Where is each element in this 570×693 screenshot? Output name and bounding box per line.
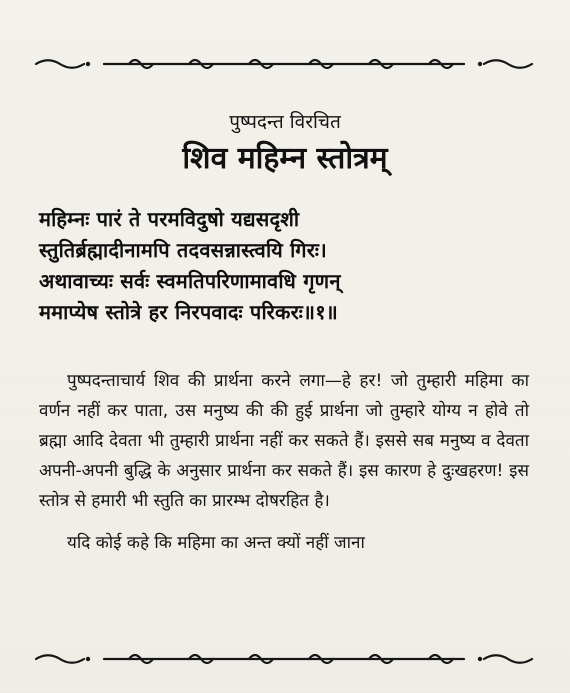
verse-line-2: स्तुतिर्ब्रह्मादीनामपि तदवसन्नास्त्वयि गिरः। (39, 238, 327, 262)
page-title: शिव महिम्न स्तोत्रम् (182, 141, 388, 176)
top-divider-icon (34, 52, 534, 76)
verse-line-1: महिम्नः पारं ते परमविदुषो यद्यसदृशी (39, 207, 300, 231)
bottom-decorative-divider (34, 647, 534, 671)
sanskrit-verse (39, 204, 529, 328)
paragraph-1: पुष्पदन्ताचार्य शिव की प्रार्थना करने लगा—हे हर! जो तुम्हारी महिमा का वर्णन नहीं कर पाता, उस मनुष्य की की हुई प्रार्थना जो तुम्हारे योग्य न होवे तो ब्रह्मा आदि देवता भी तुम्हारी प्रार्थना नहीं कर सकते हैं। इससे सब मनुष्य व देवता अपनी-अपनी बुद्धि के अनुसार प्रार्थना कर सकते हैं। इस कारण हे दुःखहरण! इस स्तोत्र से हमारी भी स्तुति का प्रारम्भ दोषरहित है। (39, 371, 529, 511)
verse-line-3: अथावाच्यः सर्वः स्वमतिपरिणामावधि गृणन् (39, 269, 341, 293)
bottom-divider-icon (34, 647, 534, 671)
commentary-text (39, 366, 529, 558)
subtitle: पुष्पदन्त विरचित (229, 111, 341, 133)
verse-line-4: ममाप्येष स्तोत्रे हर निरपवादः परिकरः॥१॥ (39, 300, 338, 324)
top-decorative-divider (34, 52, 534, 76)
paragraph-2: यदि कोई कहे कि महिमा का अन्त क्यों नहीं जाना (67, 533, 365, 553)
